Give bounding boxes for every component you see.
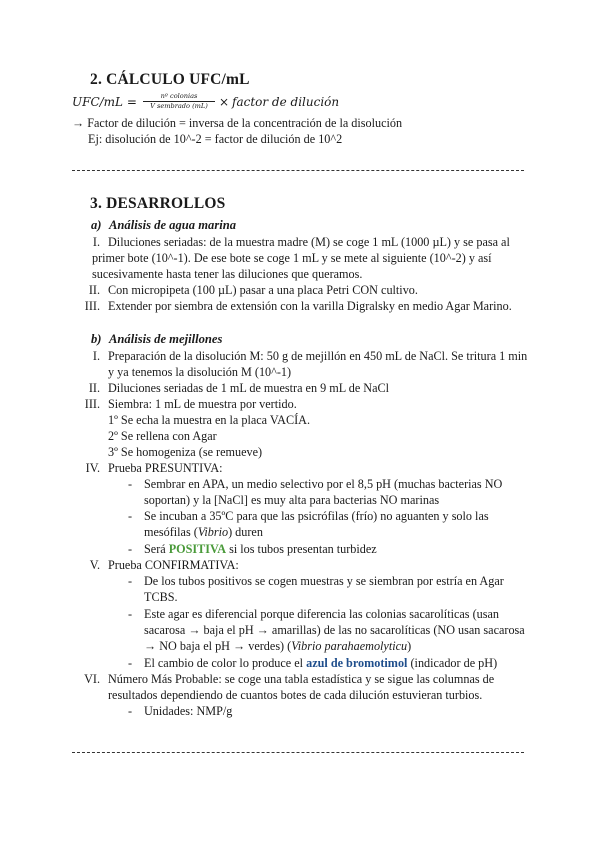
bullet-dash: - [128, 607, 133, 621]
b-item-2-number: II. [88, 381, 100, 395]
b-item-2-text: Diluciones seriadas de 1 mL de muestra en 9 mL de NaCl [108, 381, 390, 395]
dashed-divider-top [72, 170, 524, 171]
bullet-dash: - [128, 656, 133, 670]
subsection-b-label: b) [91, 332, 102, 346]
iv-bullet-1-line-1: Sembrar en APA, un medio selectivo por el 8,5 pH (muchas bacterias NO [144, 477, 503, 491]
a-item-2-number: II. [88, 283, 100, 297]
b-item-1-line-1: Preparación de la disolución M: 50 g de mejillón en 450 mL de NaCl. Se tritura 1 min [108, 349, 528, 363]
b-item-4-text: Prueba PRESUNTIVA: [108, 461, 223, 475]
b-item-3-step-1: 1º Se echa la muestra en la placa VACÍA. [108, 413, 310, 427]
formula-denominator: V sembrado (mL) [150, 102, 208, 110]
azul-bromotimol-highlight: azul de bromotimol [306, 656, 408, 670]
b-item-3-step-3: 3º Se homogeniza (se remueve) [108, 445, 263, 459]
v-bullet-1-line-1: De los tubos positivos se cogen muestras y se siembran por estría en Agar [144, 574, 504, 588]
dilution-factor-line: → Factor de dilución = inversa de la concentración de la disolución [72, 116, 403, 130]
formula-times: × [219, 95, 230, 109]
v-bullet-2-line-3: → NO baja el pH → verdes) (Vibrio parahaemolyticu) [144, 639, 412, 653]
b-item-5-text: Prueba CONFIRMATIVA: [108, 558, 239, 572]
positiva-highlight: POSITIVA [168, 542, 227, 556]
v-bullet-1-line-2: TCBS. [144, 590, 178, 604]
bullet-dash: - [128, 477, 133, 491]
iv-bullet-1-line-2: soportan) y la [NaCl] es muy alta para bacterias NO marinas [144, 493, 440, 507]
vibrio-italic: Vibrio [197, 525, 229, 539]
v-bullet-2-line-2: sacarosa → baja el pH → amarillas) de las no sacarolíticas (NO usan sacarosa [144, 623, 525, 637]
section-2-heading: 2. CÁLCULO UFC/mL [90, 71, 250, 88]
a-item-3-number: III. [84, 299, 100, 313]
subsection-a-title: Análisis de agua marina [109, 218, 237, 232]
vi-bullet-1: Unidades: NMP/g [144, 704, 233, 718]
a-item-1-line-1: Diluciones seriadas: de la muestra madre (M) se coge 1 mL (1000 µL) y se pasa al [108, 235, 510, 249]
a-item-2-line-1: Con micropipeta (100 µL) pasar a una placa Petri CON cultivo. [108, 283, 418, 297]
a-item-3-line-1: Extender por siembra de extensión con la varilla Digralsky en medio Agar Marino. [108, 299, 512, 313]
dashed-divider-bottom [72, 752, 524, 753]
vibrio-parahaemolyticus-italic: Vibrio parahaemolyticu [291, 639, 408, 653]
b-item-3-number: III. [84, 397, 100, 411]
iv-bullet-2-line-2: mesófilas (Vibrio) duren [144, 525, 263, 539]
b-item-1-number: I. [92, 349, 100, 363]
b-item-6-line-2: resultados dependiendo de cuantos botes de cada dilución estuvieran turbios. [108, 688, 483, 702]
b-item-6-number: VI. [84, 672, 100, 686]
iv-bullet-2-line-1: Se incuban a 35ºC para que las psicrófilas (frío) no aguanten y solo las [144, 509, 489, 523]
formula-lhs: UFC/mL = [72, 95, 137, 109]
dilution-example-line: Ej: disolución de 10^-2 = factor de dilución de 10^2 [88, 132, 343, 146]
b-item-6-line-1: Número Más Probable: se coge una tabla estadística y se sigue las columnas de [108, 672, 495, 686]
b-item-3-text: Siembra: 1 mL de muestra por vertido. [108, 397, 297, 411]
formula-rhs: factor de dilución [232, 95, 340, 109]
a-item-1-number: I. [92, 235, 100, 249]
subsection-b-title: Análisis de mejillones [109, 332, 223, 346]
v-bullet-2-line-1: Este agar es diferencial porque diferencia las colonias sacarolíticas (usan [144, 607, 499, 621]
b-item-4-number: IV. [85, 461, 100, 475]
bullet-dash: - [128, 704, 133, 718]
b-item-3-step-2: 2º Se rellena con Agar [108, 429, 217, 443]
v-bullet-3: El cambio de color lo produce el azul de bromotimol (indicador de pH) [144, 656, 498, 670]
b-item-5-number: V. [89, 558, 100, 572]
iv-bullet-3: Será POSITIVA si los tubos presentan turbidez [144, 542, 377, 556]
formula-numerator: nº colonias [160, 92, 198, 100]
subsection-a-label: a) [91, 218, 102, 232]
bullet-dash: - [128, 509, 133, 523]
bullet-dash: - [128, 574, 133, 588]
a-item-1-line-2: primer bote (10^-1). De ese bote se coge 1 mL y se mete al siguiente (10^-2) y así [92, 251, 492, 265]
bullet-dash: - [128, 542, 133, 556]
b-item-1-line-2: y ya tenemos la disolución M (10^-1) [108, 365, 292, 379]
a-item-1-line-3: sucesivamente hasta tener las diluciones que queramos. [92, 267, 363, 281]
section-3-heading: 3. DESARROLLOS [90, 195, 226, 212]
